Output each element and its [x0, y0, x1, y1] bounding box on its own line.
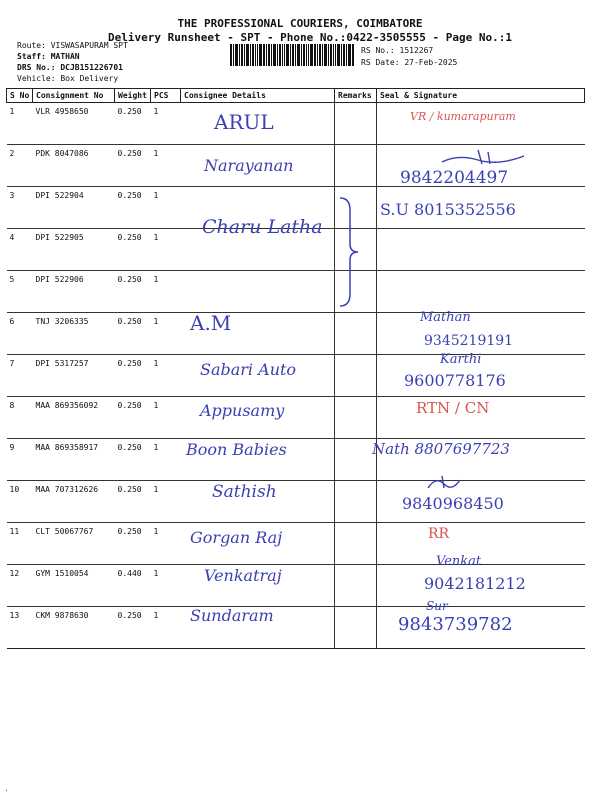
table-row [7, 103, 585, 145]
return-mark: RTN / CN [416, 399, 490, 417]
consignment-cell: MAA 869356092 [33, 397, 115, 439]
pcs-cell: 1 [151, 271, 181, 313]
sno-cell: 5 [7, 271, 33, 313]
signature-mark [424, 474, 464, 492]
pcs-cell: 1 [151, 187, 181, 229]
sno-cell: 3 [7, 187, 33, 229]
sno-cell: 8 [7, 397, 33, 439]
scan-speck: · [4, 786, 9, 795]
remarks-cell [335, 355, 377, 397]
company-title: THE PROFESSIONAL COURIERS, COIMBATORE [177, 17, 423, 30]
consignment-cell: VLR 4958650 [33, 103, 115, 145]
remarks-cell [335, 607, 377, 649]
handwritten-phone: 9840968450 [402, 494, 504, 513]
vehicle-label: Vehicle: Box Delivery [17, 74, 119, 83]
table-row [7, 271, 585, 313]
consignment-cell: MAA 707312626 [33, 481, 115, 523]
consignee-cell [181, 271, 335, 313]
barcode-image [230, 44, 354, 66]
handwritten-phone: 9600778176 [404, 371, 506, 390]
pcs-cell: 1 [151, 103, 181, 145]
route-label: Route: VISWASAPURAM SPT [17, 41, 128, 50]
consignment-cell: DPI 5317257 [33, 355, 115, 397]
weight-cell: 0.250 [115, 145, 151, 187]
consignment-cell: DPI 522906 [33, 271, 115, 313]
col-weight-header: Weight [115, 89, 151, 103]
weight-cell: 0.250 [115, 607, 151, 649]
drs-number: DRS No.: DCJB151226701 [17, 63, 123, 72]
pcs-cell: 1 [151, 565, 181, 607]
weight-cell: 0.250 [115, 229, 151, 271]
weight-cell: 0.250 [115, 481, 151, 523]
col-seal-header: Seal & Signature [377, 89, 585, 103]
consignment-cell: CLT 50067767 [33, 523, 115, 565]
col-sno-header: S No [7, 89, 33, 103]
weight-cell: 0.250 [115, 271, 151, 313]
handwritten-signature: Karthi [440, 352, 482, 367]
pcs-cell: 1 [151, 481, 181, 523]
handwritten-phone: Nath 8807697723 [372, 440, 510, 458]
pcs-cell: 1 [151, 607, 181, 649]
remarks-cell [335, 103, 377, 145]
table-row [7, 523, 585, 565]
remarks-cell [335, 397, 377, 439]
remarks-cell [335, 481, 377, 523]
weight-cell: 0.250 [115, 313, 151, 355]
pcs-cell: 1 [151, 397, 181, 439]
sno-cell: 12 [7, 565, 33, 607]
handwritten-phone: S.U 8015352556 [380, 200, 516, 219]
consignment-cell: DPI 522904 [33, 187, 115, 229]
sno-cell: 13 [7, 607, 33, 649]
weight-cell: 0.440 [115, 565, 151, 607]
weight-cell: 0.250 [115, 187, 151, 229]
rs-number: RS No.: 1512267 [361, 46, 434, 55]
table-row [7, 397, 585, 439]
handwritten-signature: Venkat [436, 554, 482, 569]
handwritten-consignee: Charu Latha [202, 216, 323, 238]
brace-mark [336, 196, 360, 308]
sno-cell: 11 [7, 523, 33, 565]
weight-cell: 0.250 [115, 439, 151, 481]
table-header-row [7, 89, 585, 103]
handwritten-consignee: A.M [190, 311, 232, 335]
col-consignee-header: Consignee Details [181, 89, 335, 103]
pcs-cell: 1 [151, 439, 181, 481]
handwritten-consignee: Sabari Auto [200, 360, 297, 379]
sno-cell: 1 [7, 103, 33, 145]
sno-cell: 6 [7, 313, 33, 355]
weight-cell: 0.250 [115, 523, 151, 565]
handwritten-consignee: Appusamy [200, 401, 285, 420]
pcs-cell: 1 [151, 523, 181, 565]
remarks-cell [335, 313, 377, 355]
handwritten-phone: 9345219191 [424, 333, 514, 349]
handwritten-consignee: Sathish [212, 482, 277, 502]
seal-cell [377, 271, 585, 313]
consignment-cell: DPI 522905 [33, 229, 115, 271]
handwritten-consignee: Gorgan Raj [190, 528, 283, 547]
seal-cell [377, 229, 585, 271]
sno-cell: 9 [7, 439, 33, 481]
col-pcs-header: PCS [151, 89, 181, 103]
col-consignment-header: Consignment No [33, 89, 115, 103]
remarks-cell [335, 523, 377, 565]
signature-mark [438, 148, 528, 168]
consignment-cell: MAA 869358917 [33, 439, 115, 481]
consignment-cell: TNJ 3206335 [33, 313, 115, 355]
remarks-cell [335, 565, 377, 607]
handwritten-consignee: Sundaram [190, 606, 274, 625]
staff-label: Staff: MATHAN [17, 52, 80, 61]
handwritten-consignee: Venkatraj [204, 566, 282, 585]
weight-cell: 0.250 [115, 355, 151, 397]
pcs-cell: 1 [151, 229, 181, 271]
sno-cell: 4 [7, 229, 33, 271]
consignment-cell: GYM 1510054 [33, 565, 115, 607]
consignment-cell: PDK 8047086 [33, 145, 115, 187]
handwritten-signature: Mathan [420, 310, 471, 325]
pcs-cell: 1 [151, 145, 181, 187]
sno-cell: 10 [7, 481, 33, 523]
remarks-cell [335, 145, 377, 187]
handwritten-signature: Sur [426, 599, 448, 613]
pcs-cell: 1 [151, 355, 181, 397]
handwritten-consignee: ARUL [214, 110, 274, 134]
weight-cell: 0.250 [115, 103, 151, 145]
sno-cell: 2 [7, 145, 33, 187]
signature-mark: RR [428, 526, 450, 542]
seal-stamp: VR / kumarapuram [410, 110, 516, 123]
handwritten-consignee: Narayanan [204, 156, 294, 175]
handwritten-phone: 9042181212 [424, 574, 526, 593]
col-remarks-header: Remarks [335, 89, 377, 103]
weight-cell: 0.250 [115, 397, 151, 439]
rs-date: RS Date: 27-Feb-2025 [361, 58, 458, 67]
handwritten-consignee: Boon Babies [186, 440, 287, 459]
remarks-cell [335, 439, 377, 481]
consignment-cell: CKM 9878630 [33, 607, 115, 649]
seal-cell [377, 103, 585, 145]
sno-cell: 7 [7, 355, 33, 397]
handwritten-phone: 9842204497 [400, 168, 509, 188]
handwritten-phone: 9843739782 [398, 614, 513, 635]
pcs-cell: 1 [151, 313, 181, 355]
runsheet-subtitle: Delivery Runsheet - SPT - Phone No.:0422-3505555 - Page No.:1 [108, 31, 512, 44]
